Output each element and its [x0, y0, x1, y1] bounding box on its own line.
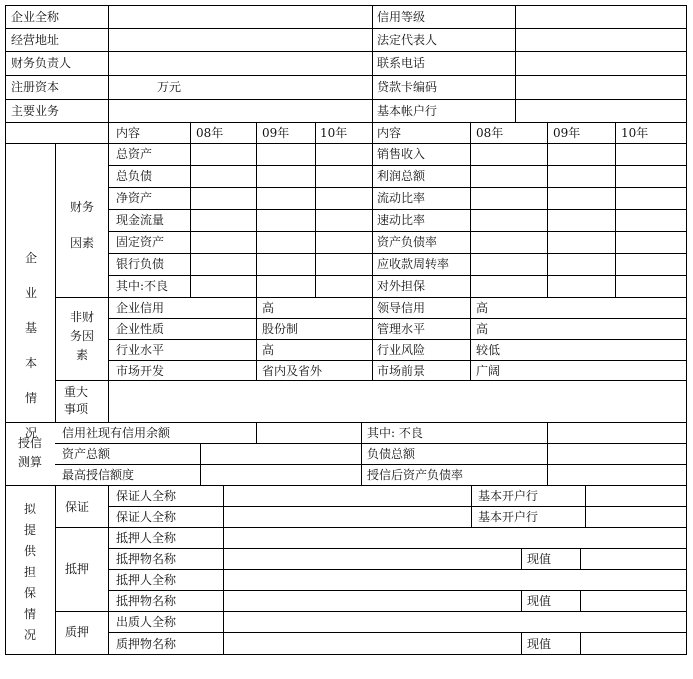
grid-line [585, 485, 586, 527]
grid-line [515, 5, 516, 122]
grid-line [108, 569, 687, 570]
fin-row-right: 应收款周转率 [377, 257, 450, 271]
fin-row-right: 利润总额 [377, 169, 426, 183]
grid-line [108, 590, 687, 591]
mortgage-value-label: 现值 [527, 594, 552, 608]
mortgagor-name-label: 抵押人全称 [116, 573, 177, 587]
nonfin-label: 行业水平 [116, 343, 165, 357]
grid-line [55, 485, 56, 655]
guarantor-bank-label: 基本开户行 [478, 510, 539, 524]
fin-row-right: 流动比率 [377, 191, 426, 205]
nonfin-label: 管理水平 [377, 322, 426, 336]
nonfin-value: 较低 [476, 343, 501, 357]
registered-capital-label: 注册资本 [11, 80, 60, 94]
fin-row-right: 速动比率 [377, 213, 426, 227]
grid-line [580, 548, 581, 569]
phone-label: 联系电话 [377, 56, 426, 70]
main-business-label: 主要业务 [11, 104, 60, 118]
grid-line [580, 590, 581, 611]
legal-rep-label: 法定代表人 [377, 33, 438, 47]
credit-nonperforming-label: 其中: 不良 [367, 426, 423, 440]
credit-assessment-form [5, 5, 687, 655]
grid-line [471, 485, 472, 527]
fin-row-left: 总资产 [116, 147, 153, 161]
pledge-item-label: 质押物名称 [116, 637, 177, 651]
credit-rating-label: 信用等级 [377, 10, 426, 24]
current-credit-balance-label: 信用社现有信用余额 [62, 426, 171, 440]
mortgage-item-label: 抵押物名称 [116, 552, 177, 566]
grid-line [108, 122, 109, 422]
guarantor-name-label: 保证人全称 [116, 489, 177, 503]
guarantor-bank-label: 基本开户行 [478, 489, 539, 503]
credit-estimation-label: 授信测算 [17, 436, 42, 469]
post-credit-debt-ratio-label: 授信后资产负债率 [367, 468, 464, 482]
fin-row-left: 总负债 [116, 169, 153, 183]
nonfin-label: 领导信用 [377, 301, 426, 315]
grid-line [55, 611, 687, 612]
grid-line [200, 443, 201, 485]
total-liabilities-label: 负债总额 [367, 447, 416, 461]
fin-row-left: 净资产 [116, 191, 153, 205]
header-08-left: 08年 [196, 126, 224, 140]
grid-line [108, 485, 109, 655]
grid-line [108, 5, 109, 122]
grid-line [108, 360, 687, 361]
pledge-type-label: 质押 [65, 625, 90, 639]
finance-head-label: 财务负责人 [11, 56, 72, 70]
nonfin-value: 省内及省外 [262, 364, 323, 378]
grid-line [108, 187, 687, 188]
mortgage-value-label: 现值 [527, 552, 552, 566]
nonfin-value: 高 [262, 343, 275, 357]
grid-line [108, 275, 687, 276]
pledge-value-label: 现值 [527, 637, 552, 651]
guarantor-name-label: 保证人全称 [116, 510, 177, 524]
grid-line [223, 485, 224, 655]
grid-line [108, 231, 687, 232]
nonfin-value: 股份制 [262, 322, 299, 336]
fin-row-left: 现金流量 [116, 213, 165, 227]
nonfin-label: 行业风险 [377, 343, 426, 357]
grid-line [547, 422, 548, 485]
max-credit-limit-label: 最高授信额度 [62, 468, 135, 482]
header-content-left: 内容 [116, 126, 141, 140]
basic-account-bank-label: 基本帐户行 [377, 104, 438, 118]
grid-line [5, 422, 687, 423]
company-name-label: 企业全称 [11, 10, 60, 24]
grid-line [108, 548, 687, 549]
grid-line [55, 527, 687, 528]
grid-line [108, 506, 687, 507]
grid-line [521, 632, 522, 655]
fin-row-left: 其中:不良 [116, 279, 169, 293]
grid-line [361, 422, 362, 485]
header-content-right: 内容 [377, 126, 402, 140]
pledgor-name-label: 出质人全称 [116, 615, 177, 629]
grid-line [372, 122, 373, 380]
nonfin-label: 企业信用 [116, 301, 165, 315]
grid-line [372, 5, 373, 122]
fin-row-left: 固定资产 [116, 235, 165, 249]
header-10-right: 10年 [621, 126, 649, 140]
mortgage-item-label: 抵押物名称 [116, 594, 177, 608]
header-08-right: 08年 [476, 126, 504, 140]
nonfin-value: 高 [476, 301, 489, 315]
financial-factors-label: 财务因素 [69, 200, 94, 250]
nonfin-label: 市场前景 [377, 364, 426, 378]
nonfin-value: 高 [262, 301, 275, 315]
loan-card-label: 贷款卡编码 [377, 80, 438, 94]
business-address-label: 经营地址 [11, 33, 60, 47]
grid-line [256, 422, 257, 443]
grid-line [55, 443, 687, 444]
fin-row-right: 资产负债率 [377, 235, 438, 249]
grid-line [521, 590, 522, 611]
header-09-right: 09年 [553, 126, 581, 140]
grid-line [470, 122, 471, 380]
grid-line [108, 253, 687, 254]
grid-line [108, 209, 687, 210]
grid-line [580, 632, 581, 655]
grid-line [108, 632, 687, 633]
section-company-label: 企业基本情况 [24, 251, 37, 440]
grid-line [108, 339, 687, 340]
major-items-label: 重大事项 [63, 385, 88, 416]
mortgagor-name-label: 抵押人全称 [116, 531, 177, 545]
fin-row-right: 对外担保 [377, 279, 426, 293]
grid-line [55, 464, 687, 465]
nonfin-value: 高 [476, 322, 489, 336]
total-assets-label: 资产总额 [62, 447, 111, 461]
proposed-guarantee-label: 拟提供担保情况 [23, 502, 36, 642]
mortgage-type-label: 抵押 [65, 562, 90, 576]
grid-line [256, 122, 257, 380]
header-10-left: 10年 [320, 126, 348, 140]
nonfin-label: 企业性质 [116, 322, 165, 336]
guarantee-type-label: 保证 [65, 500, 90, 514]
header-09-left: 09年 [262, 126, 290, 140]
fin-row-left: 银行负债 [116, 257, 165, 271]
grid-line [55, 380, 687, 381]
grid-line [55, 297, 687, 298]
grid-line [108, 165, 687, 166]
grid-line [521, 548, 522, 569]
nonfin-value: 广阔 [476, 364, 501, 378]
non-financial-factors-label: 非财务因素 [69, 310, 94, 362]
grid-line [108, 318, 687, 319]
registered-capital-unit: 万元 [157, 80, 182, 94]
fin-row-right: 销售收入 [377, 147, 426, 161]
nonfin-label: 市场开发 [116, 364, 165, 378]
